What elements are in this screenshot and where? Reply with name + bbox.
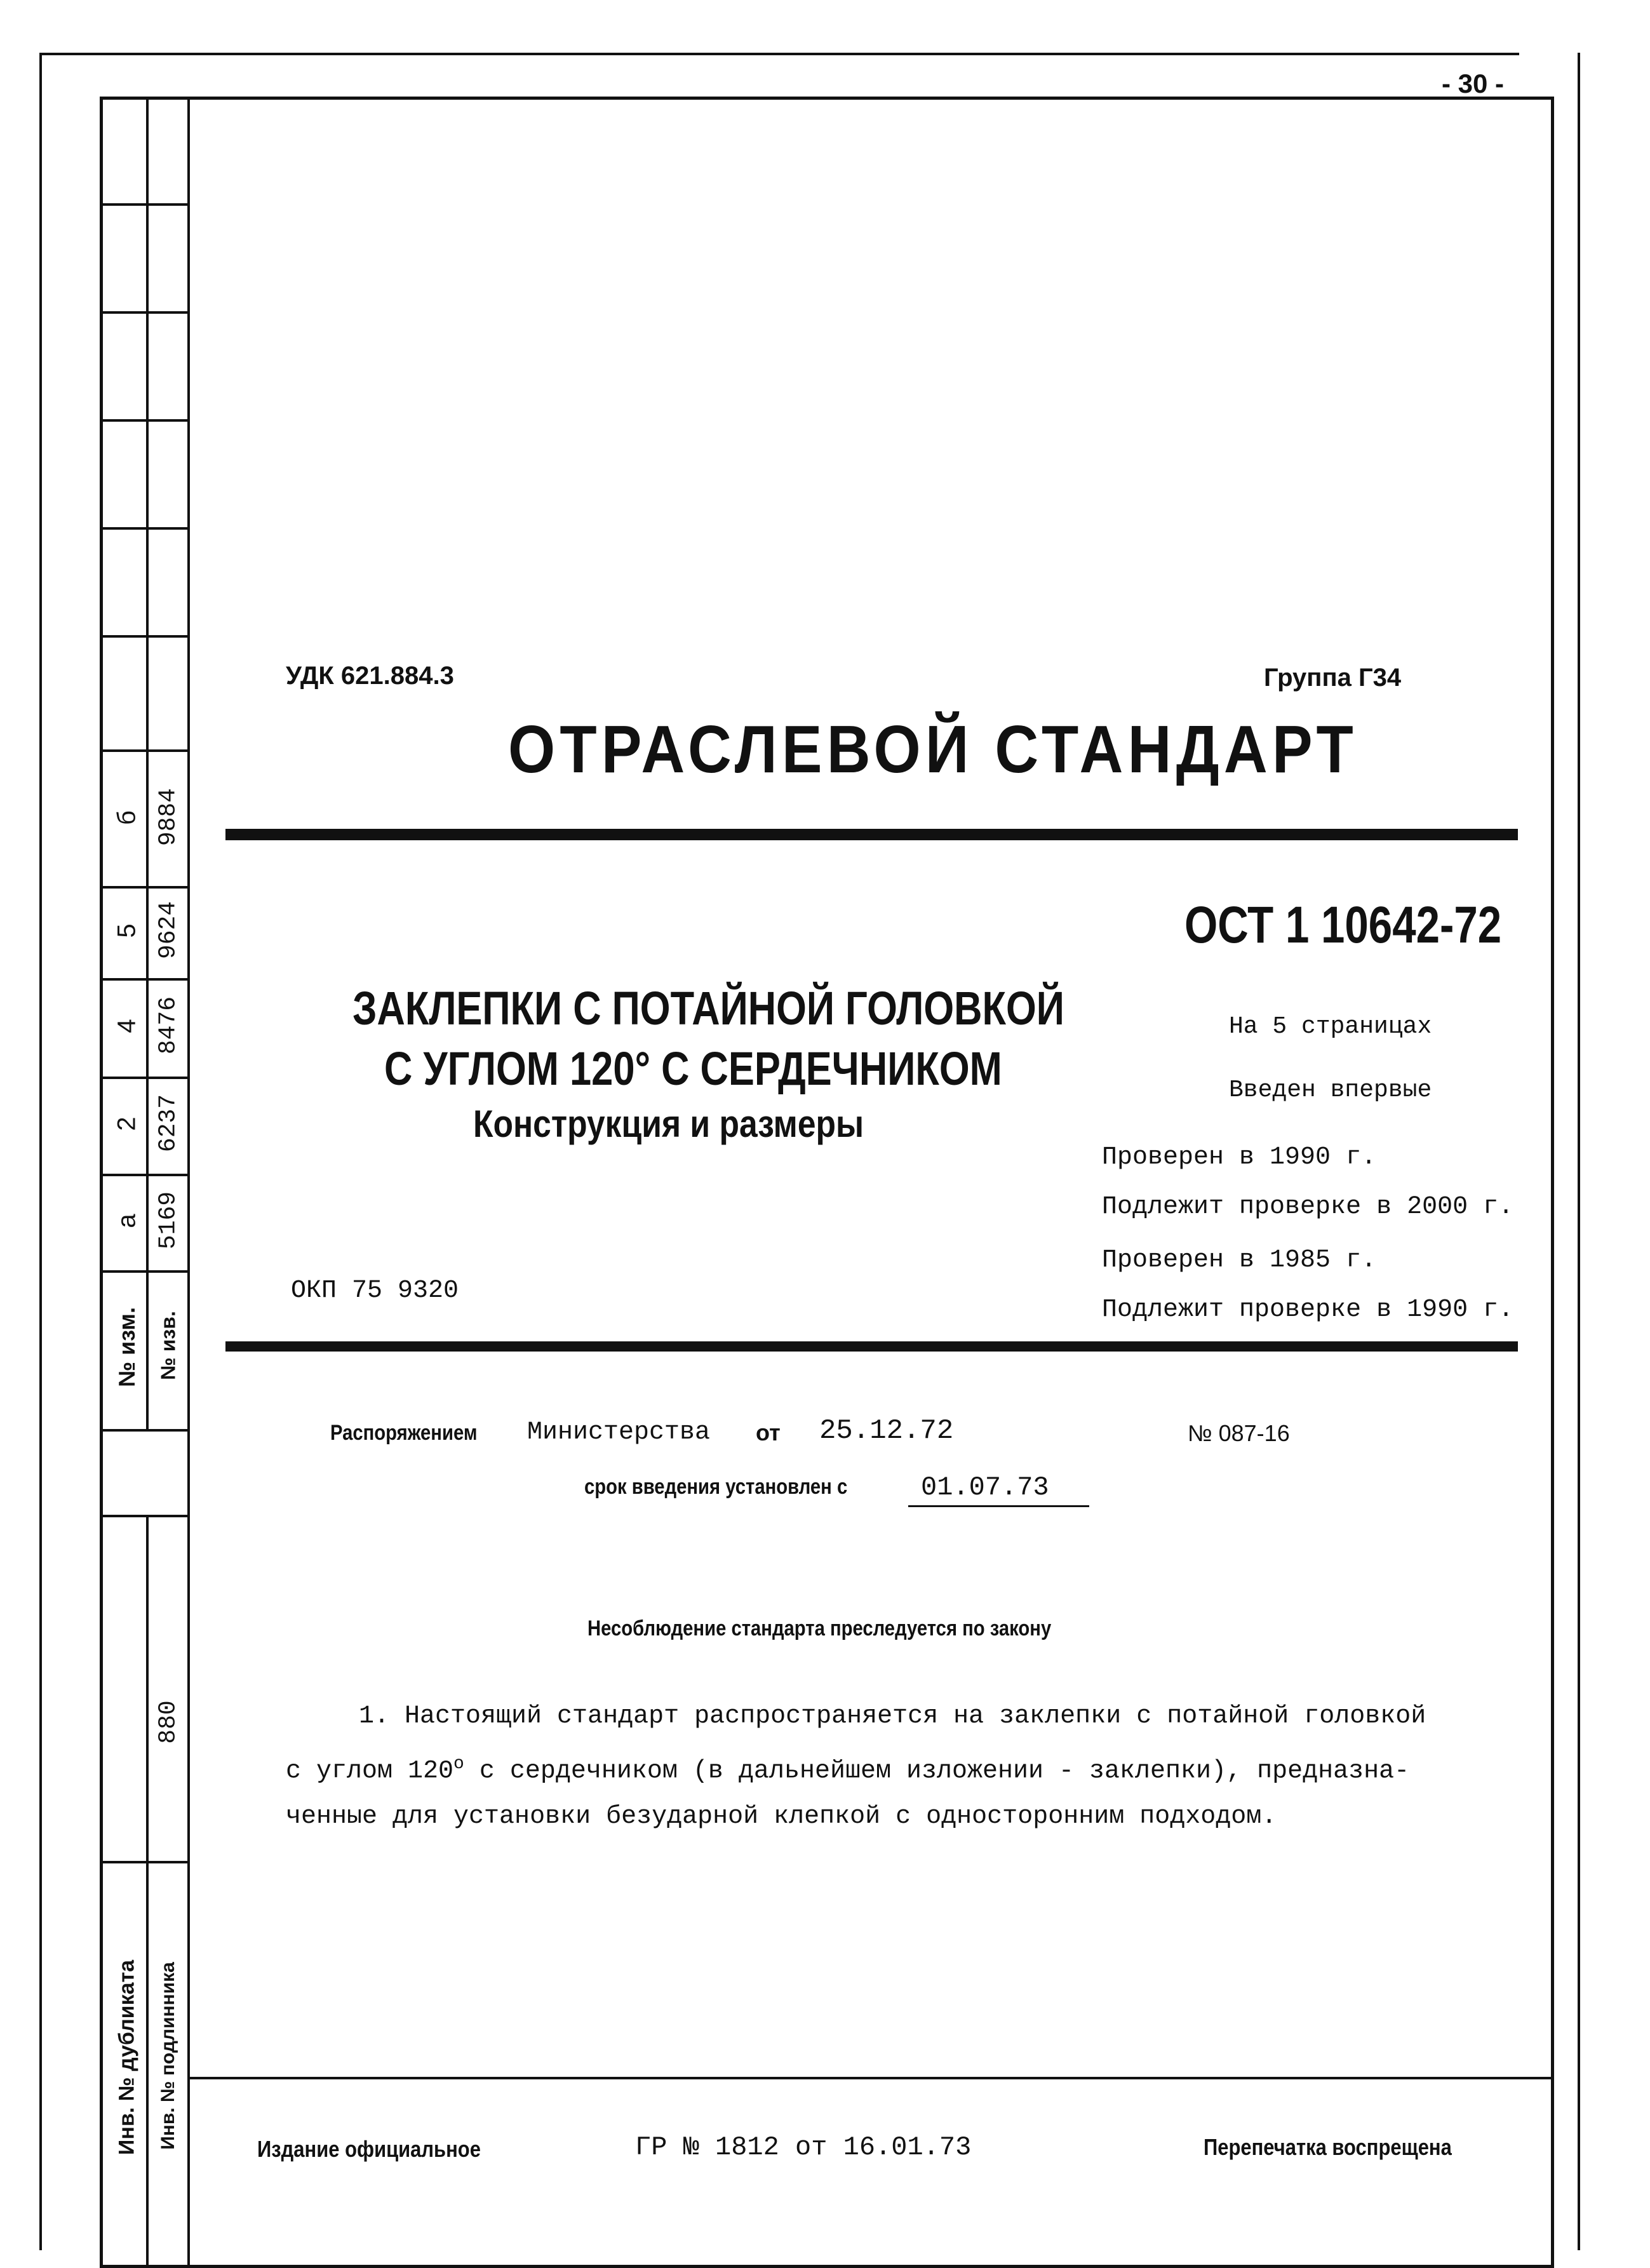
inner-frame-left	[100, 97, 103, 2267]
sidebar-row-line	[100, 635, 189, 638]
document-type-title: ОТРАСЛЕВОЙ СТАНДАРТ	[508, 712, 1358, 787]
product-title-line-2: С УГЛОМ 120° С СЕРДЕЧНИКОМ	[384, 1042, 1002, 1095]
legal-warning: Несоблюдение стандарта преследуется по закону	[587, 1616, 1052, 1641]
sidebar-notice-value: 5169	[154, 1191, 182, 1250]
sidebar-row-line	[100, 749, 189, 752]
sidebar-col-line-1	[146, 97, 149, 1430]
sidebar-row-line	[100, 1515, 189, 1517]
sidebar-change-value: 2	[112, 1117, 141, 1131]
frame-left-line	[39, 53, 42, 2250]
sidebar-original-inventory-value: 880	[154, 1700, 182, 1744]
sidebar-change-value: 4	[112, 1019, 141, 1033]
reprint-notice: Перепечатка воспрещена	[1204, 2134, 1452, 2160]
okp-code: ОКП 75 9320	[291, 1277, 459, 1305]
body-line-1: 1. Настоящий стандарт распространяется на заклепки с потайной головкой	[359, 1702, 1426, 1731]
registration-number: ГР № 1812 от 16.01.73	[635, 2132, 972, 2163]
edition-status: Издание официальное	[257, 2136, 481, 2162]
sidebar-original-label: Инв. № подлинника	[158, 1962, 178, 2150]
term-label: срок введения установлен с	[584, 1475, 848, 1499]
thick-rule-bottom	[225, 1341, 1518, 1352]
sidebar-notice-value: 9624	[154, 901, 182, 960]
sidebar-row-line	[100, 1429, 189, 1432]
inner-frame-top	[100, 97, 1554, 100]
product-title-line-3: Конструкция и размеры	[473, 1103, 864, 1145]
order-ministry: Министерства	[527, 1418, 711, 1447]
page-number: - 30 -	[1442, 69, 1505, 98]
udk-code: УДК 621.884.3	[286, 662, 454, 690]
sidebar-row-line	[100, 419, 189, 422]
frame-right-line	[1578, 53, 1580, 2250]
sidebar-row-line	[100, 311, 189, 314]
order-number: № 087-16	[1188, 1420, 1290, 1446]
thick-rule-top	[225, 829, 1518, 840]
sidebar-duplicate-label: Инв. № дубликата	[114, 1959, 139, 2156]
sidebar-row-line	[100, 203, 189, 206]
sidebar-row-line	[100, 1270, 189, 1273]
sidebar-change-value: 5	[112, 923, 141, 938]
body-line-2-end: с сердечником (в дальнейшем изложении - заклепки), предназна-	[464, 1757, 1410, 1786]
inner-frame-bottom	[100, 2265, 1554, 2268]
sidebar-change-value: а	[112, 1214, 141, 1228]
sidebar-col-line-2	[187, 97, 190, 2267]
check-due-2000: Подлежит проверке в 2000 г.	[1102, 1193, 1514, 1221]
standard-designation: ОСТ 1 10642-72	[1184, 896, 1502, 954]
sidebar-change-value: б	[112, 810, 141, 825]
body-line-3: ченные для установки безударной клепкой с односторонним подходом.	[286, 1802, 1277, 1831]
degree-sign: о	[453, 1754, 464, 1774]
term-date: 01.07.73	[921, 1472, 1049, 1503]
sidebar-notice-value: 6237	[154, 1094, 182, 1153]
sidebar-row-line	[100, 1861, 189, 1863]
sidebar-change-label: № изм.	[114, 1307, 140, 1387]
term-date-underline	[908, 1505, 1089, 1507]
product-title-line-1: ЗАКЛЕПКИ С ПОТАЙНОЙ ГОЛОВКОЙ	[352, 982, 1064, 1035]
inner-frame-right	[1551, 97, 1554, 2267]
sidebar-notice-value: 9884	[154, 788, 182, 847]
introduction-status: Введен впервые	[1229, 1077, 1432, 1104]
order-date: 25.12.72	[819, 1415, 954, 1447]
sidebar-notice-value: 8476	[154, 996, 182, 1055]
sidebar-row-line	[100, 978, 189, 981]
body-line-2	[286, 1754, 1409, 1785]
footer-rule	[189, 2077, 1554, 2079]
checked-1990: Проверен в 1990 г.	[1102, 1143, 1377, 1172]
sidebar-row-line	[100, 527, 189, 530]
group-code: Группа Г34	[1264, 664, 1402, 692]
order-label: Распоряжением	[330, 1421, 478, 1445]
sidebar-col-line-3	[146, 1515, 149, 2267]
sidebar-notice-label: № изв.	[156, 1311, 180, 1380]
frame-top-line	[39, 53, 1519, 55]
checked-1985: Проверен в 1985 г.	[1102, 1246, 1377, 1275]
body-line-2-start: с углом 120	[286, 1757, 454, 1786]
page-count: На 5 страницах	[1229, 1013, 1432, 1040]
order-from: от	[756, 1419, 781, 1446]
check-due-1990: Подлежит проверке в 1990 г.	[1102, 1296, 1514, 1324]
